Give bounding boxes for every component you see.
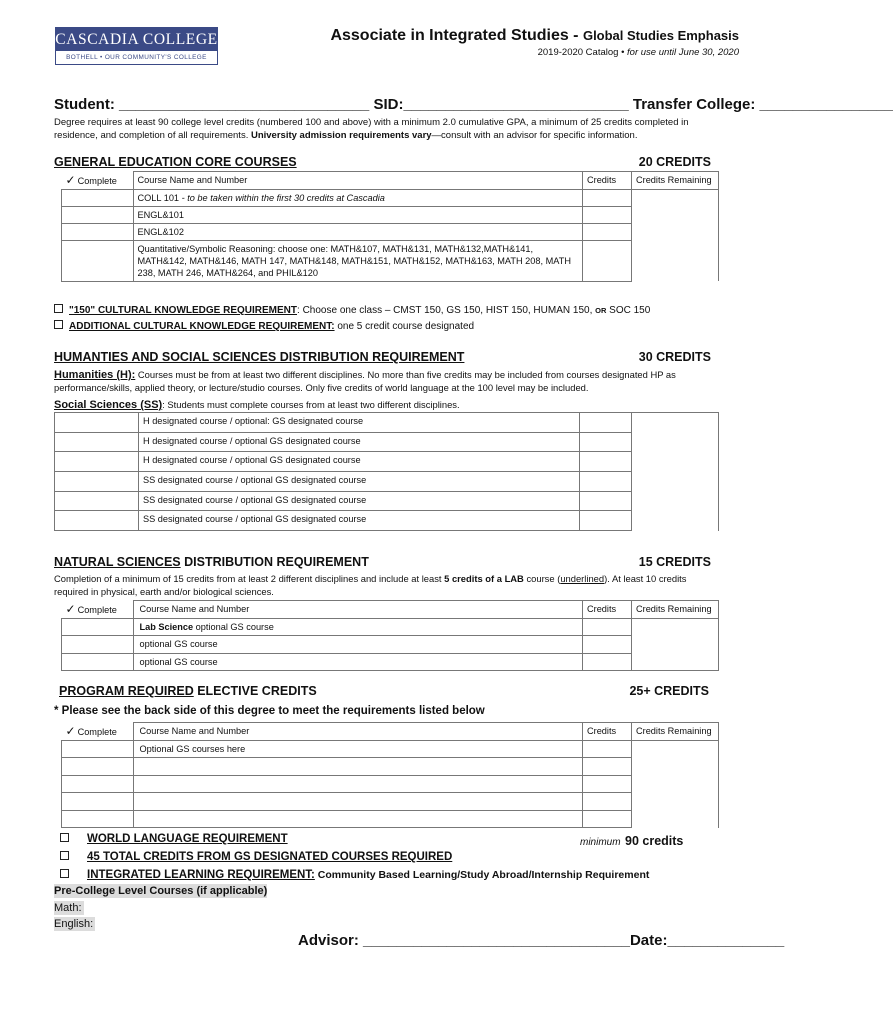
gen-ed-table (61, 171, 719, 282)
table-row (62, 189, 719, 206)
catalog-note: 2019-2020 Catalog • for use until June 30, 2020 (537, 47, 739, 58)
date-field[interactable]: Date:______________ (629, 932, 785, 949)
course-header: Course Name and Number (133, 172, 583, 190)
check-icon: ✓ (65, 172, 76, 187)
checkbox-icon[interactable] (60, 833, 69, 842)
table-row (55, 472, 719, 492)
credits-cell[interactable] (583, 189, 632, 206)
check-icon: ✓ (65, 723, 76, 738)
precollege-english[interactable]: English: (54, 918, 94, 930)
course-cell: ENGL&101 (133, 206, 583, 223)
complete-cell[interactable] (55, 491, 139, 511)
complete-cell[interactable] (55, 432, 139, 452)
gs-credits-req: 45 TOTAL CREDITS FROM GS DESIGNATED COURSES REQUIRED (60, 851, 452, 863)
credits-cell[interactable] (580, 432, 632, 452)
natural-sciences-desc: Completion of a minimum of 15 credits from at least 2 different disciplines and include at least 5 credits of a LAB course (underlined). At least 10 credits required in physical, earth and/or biological sciences. (54, 573, 687, 597)
credits-cell[interactable] (583, 223, 632, 240)
program-heading: PROGRAM REQUIRED ELECTIVE CREDITS (59, 684, 317, 698)
table-row (62, 206, 719, 223)
course-cell: SS designated course / optional GS designated course (139, 491, 580, 511)
complete-cell[interactable] (55, 452, 139, 472)
table-row (62, 775, 719, 793)
program-credits: 25+ CREDITS (629, 684, 709, 698)
table-header-row (62, 172, 719, 190)
minimum-credits: minimum 90 credits (580, 834, 684, 848)
humanities-table (54, 412, 719, 531)
complete-cell[interactable] (55, 413, 139, 433)
logo-tagline: BOTHELL • OUR COMMUNITY'S COLLEGE (55, 51, 218, 65)
credits-cell[interactable] (580, 511, 632, 531)
table-header-row (62, 601, 719, 619)
sid-field[interactable]: SID:___________________________ (373, 96, 629, 113)
natural-sciences-heading: NATURAL SCIENCES DISTRIBUTION REQUIREMENT (54, 555, 369, 569)
precollege-heading: Pre-College Level Courses (if applicable) (54, 885, 268, 897)
remaining-header: Credits Remaining (632, 601, 719, 619)
credits-cell[interactable] (580, 491, 632, 511)
remaining-cell[interactable] (632, 189, 719, 281)
credits-cell[interactable] (583, 240, 632, 281)
humanities-heading: HUMANTIES AND SOCIAL SCIENCES DISTRIBUTION REQUIREMENT (54, 350, 465, 364)
college-logo (55, 27, 218, 65)
table-row (55, 432, 719, 452)
course-header: Course Name and Number (133, 601, 583, 619)
course-cell: COLL 101 - to be taken within the first 30 credits at Cascadia (133, 189, 583, 206)
humanities-desc: Humanities (H): Courses must be from at least two different disciplines. No more than five credits may be included from courses designated HP as performance/skills, applied theory, or lecture/studio courses. Only five credits of world language at the 100 level may be included. (54, 369, 676, 393)
table-row (62, 223, 719, 240)
course-cell[interactable] (133, 810, 583, 828)
course-cell[interactable] (133, 793, 583, 811)
table-row (62, 618, 719, 636)
complete-header: ✓ Complete (62, 723, 134, 741)
checkbox-icon[interactable] (54, 304, 63, 313)
credits-cell[interactable] (580, 452, 632, 472)
complete-cell[interactable] (55, 472, 139, 492)
transfer-college-field[interactable]: Transfer College: ________________ (632, 96, 893, 113)
world-language-req: WORLD LANGUAGE REQUIREMENT (60, 833, 288, 845)
credits-cell[interactable] (583, 740, 632, 758)
remaining-header: Credits Remaining (632, 723, 719, 741)
page-subtitle: Global Studies Emphasis (582, 28, 739, 43)
complete-cell[interactable] (62, 206, 134, 223)
remaining-cell[interactable] (632, 740, 719, 828)
complete-cell[interactable] (62, 740, 134, 758)
table-row (55, 452, 719, 472)
course-cell[interactable] (133, 775, 583, 793)
credits-cell[interactable] (583, 206, 632, 223)
course-cell: H designated course / optional: GS designated course (139, 413, 580, 433)
course-cell[interactable] (133, 758, 583, 776)
credits-cell[interactable] (583, 636, 632, 654)
complete-cell[interactable] (62, 240, 134, 281)
advisor-field[interactable]: Advisor: ________________________________ (298, 932, 630, 949)
table-row (62, 740, 719, 758)
credits-header: Credits (583, 172, 632, 190)
credits-cell[interactable] (583, 758, 632, 776)
table-row (62, 653, 719, 671)
integrated-learning-req: INTEGRATED LEARNING REQUIREMENT: Community Based Learning/Study Abroad/Internship Requirement (60, 869, 649, 881)
remaining-header: Credits Remaining (632, 172, 719, 190)
remaining-cell[interactable] (632, 618, 719, 671)
complete-cell[interactable] (62, 810, 134, 828)
table-row (62, 810, 719, 828)
check-icon: ✓ (65, 601, 76, 616)
credits-cell[interactable] (583, 618, 632, 636)
complete-cell[interactable] (62, 775, 134, 793)
credits-header: Credits (583, 723, 632, 741)
course-cell: optional GS course (133, 636, 583, 654)
course-cell: Quantitative/Symbolic Reasoning: choose one: MATH&107, MATH&131, MATH&132,MATH&141, MATH&142, MATH&146, MATH 147, MATH&148, MATH&151, MATH&152, MATH&163, MATH 208, MATH 238, MATH 246, MATH&264, and PHIL&120 (133, 240, 583, 281)
program-note: * Please see the back side of this degree to meet the requirements listed below (54, 705, 485, 717)
table-row (62, 758, 719, 776)
course-cell: SS designated course / optional GS designated course (139, 511, 580, 531)
table-row (62, 240, 719, 281)
additional-cultural-req: ADDITIONAL CULTURAL KNOWLEDGE REQUIREMENT: one 5 credit course designated (54, 320, 474, 332)
complete-cell[interactable] (55, 511, 139, 531)
cultural-150-req: "150" CULTURAL KNOWLEDGE REQUIREMENT: Choose one class – CMST 150, GS 150, HIST 150, HUMAN 150, OR SOC 150 (54, 304, 650, 316)
complete-cell[interactable] (62, 793, 134, 811)
course-cell: optional GS course (133, 653, 583, 671)
course-cell: Lab Science optional GS course (133, 618, 583, 636)
course-cell: H designated course / optional GS designated course (139, 452, 580, 472)
complete-header: ✓ Complete (62, 601, 134, 619)
table-row (55, 511, 719, 531)
advisor-line (298, 932, 784, 949)
complete-cell[interactable] (62, 223, 134, 240)
course-header: Course Name and Number (133, 723, 583, 741)
gen-ed-credits: 20 CREDITS (638, 155, 711, 169)
natural-sciences-table (61, 600, 719, 671)
natural-sciences-credits: 15 CREDITS (638, 555, 711, 569)
logo-name: CASCADIA COLLEGE (55, 27, 218, 51)
credits-cell[interactable] (583, 810, 632, 828)
credits-cell[interactable] (580, 413, 632, 433)
complete-header: ✓ Complete (62, 172, 134, 190)
gen-ed-heading: GENERAL EDUCATION CORE COURSES (54, 155, 297, 169)
checkbox-icon[interactable] (54, 320, 63, 329)
course-cell: H designated course / optional GS designated course (139, 432, 580, 452)
checkbox-icon[interactable] (60, 851, 69, 860)
precollege-math[interactable]: Math: (54, 902, 82, 914)
course-cell: SS designated course / optional GS designated course (139, 472, 580, 492)
table-row (62, 793, 719, 811)
student-field[interactable]: Student: ______________________________ (54, 96, 370, 113)
complete-cell[interactable] (62, 758, 134, 776)
social-sciences-desc: Social Sciences (SS): Students must complete courses from at least two different disciplines. (54, 399, 460, 411)
credits-header: Credits (583, 601, 632, 619)
course-cell: Optional GS courses here (133, 740, 583, 758)
complete-cell[interactable] (62, 636, 134, 654)
page-title: Associate in Integrated Studies - Global Studies Emphasis (330, 27, 739, 44)
complete-cell[interactable] (62, 189, 134, 206)
student-info-line (54, 96, 893, 113)
program-table (61, 722, 719, 828)
table-header-row (62, 723, 719, 741)
course-cell: ENGL&102 (133, 223, 583, 240)
complete-cell[interactable] (62, 618, 134, 636)
table-row (62, 636, 719, 654)
complete-cell[interactable] (62, 653, 134, 671)
table-row (55, 413, 719, 433)
credits-cell[interactable] (583, 793, 632, 811)
checkbox-icon[interactable] (60, 869, 69, 878)
table-row (55, 491, 719, 511)
degree-intro: Degree requires at least 90 college level credits (numbered 100 and above) with a minimum 2.0 cumulative GPA, a minimum of 25 credits completed in residence, and completion of all requirements. University admission requirements vary—consult with an advisor for specific information. (54, 117, 689, 141)
credits-cell[interactable] (583, 775, 632, 793)
remaining-cell[interactable] (632, 413, 719, 531)
credits-cell[interactable] (583, 653, 632, 671)
humanities-credits: 30 CREDITS (638, 350, 711, 364)
credits-cell[interactable] (580, 472, 632, 492)
